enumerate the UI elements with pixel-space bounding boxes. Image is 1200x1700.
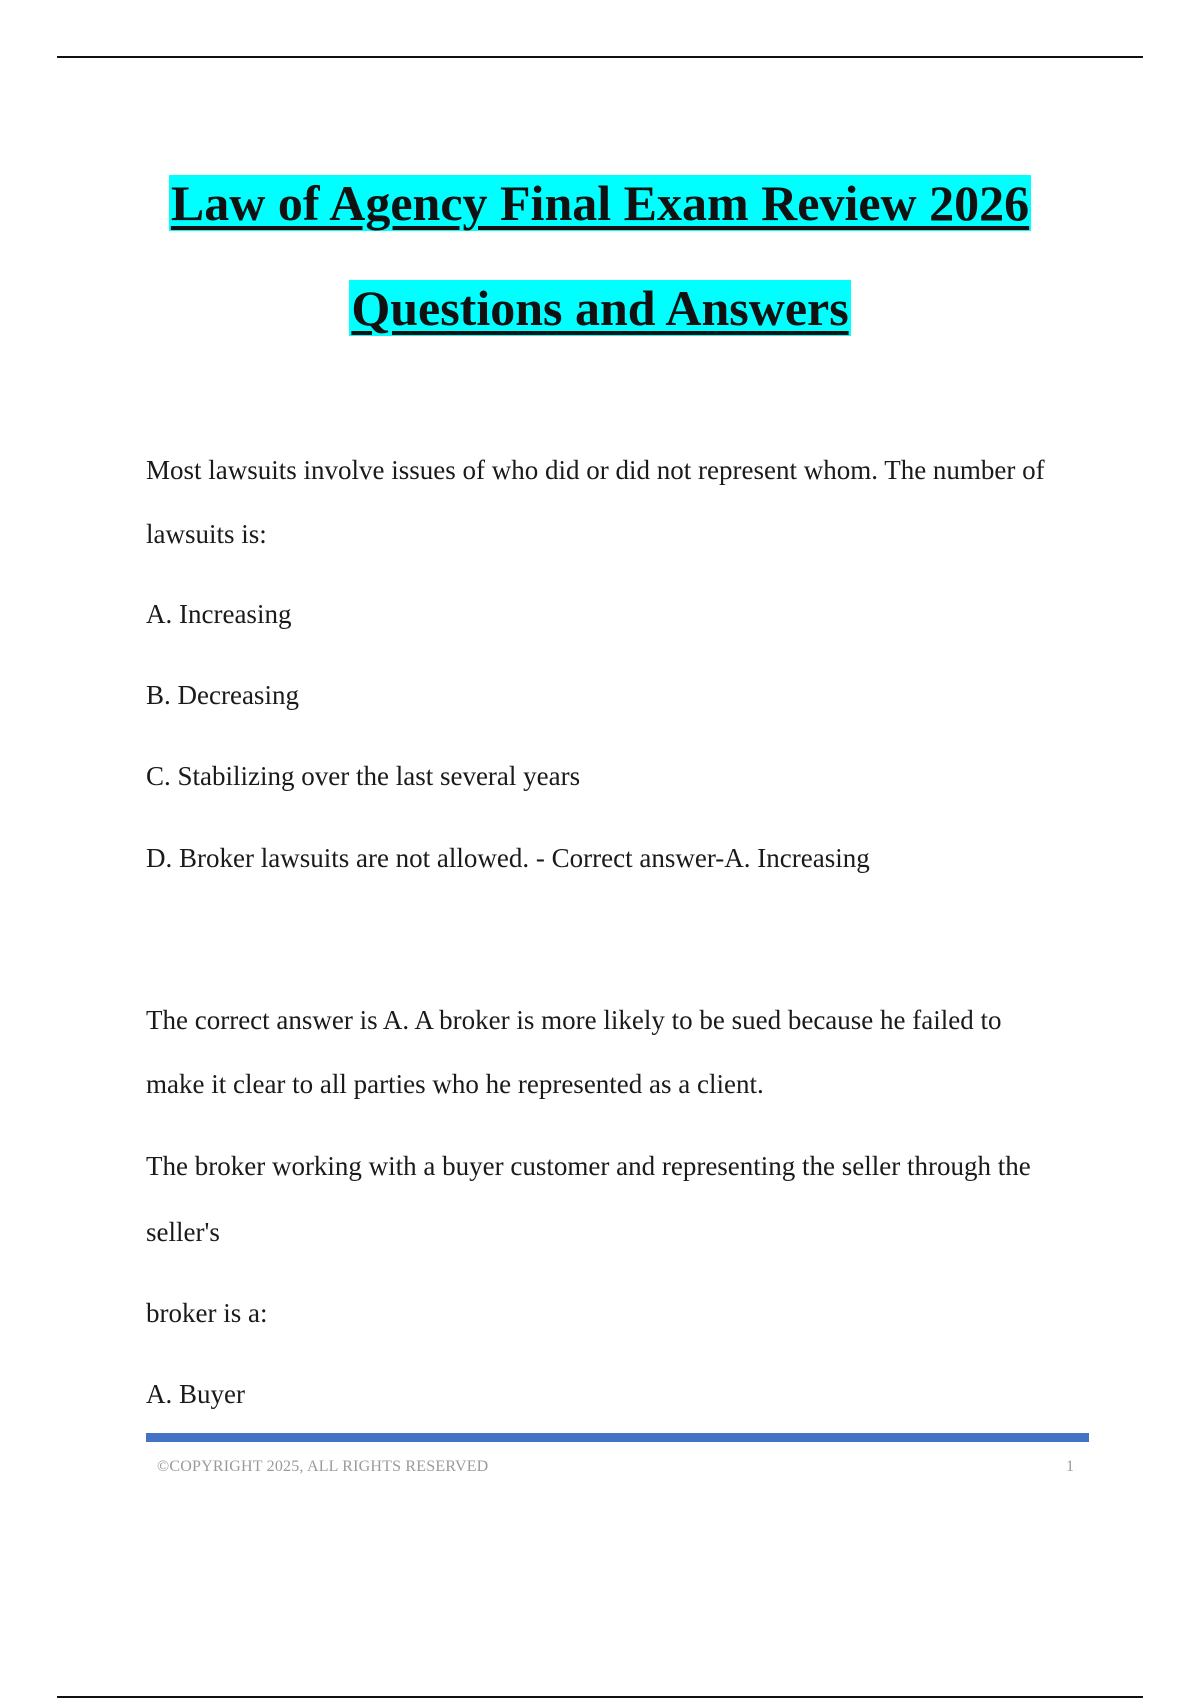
explanation-line-1: The correct answer is A. A broker is more likely to be sued because he failed to — [146, 1005, 1002, 1035]
footer-divider-bar — [146, 1433, 1089, 1442]
question-1-option-a: A. Increasing — [146, 599, 292, 629]
footer-page-number: 1 — [1066, 1458, 1074, 1475]
document-title — [0, 172, 1200, 382]
title-text-1: Law of Agency Final Exam Review 2026 — [170, 175, 1030, 231]
title-line-2 — [0, 277, 1200, 352]
footer-copyright: ©COPYRIGHT 2025, ALL RIGHTS RESERVED — [157, 1458, 489, 1475]
title-line-1 — [0, 172, 1200, 247]
question-1-text-line-1: Most lawsuits involve issues of who did or did not represent whom. The number of — [146, 455, 1045, 485]
question-2-option-a: A. Buyer — [146, 1379, 245, 1409]
question-2-text-line-2: seller's — [146, 1217, 220, 1247]
top-rule — [57, 56, 1143, 58]
question-1-option-c: C. Stabilizing over the last several years — [146, 761, 581, 791]
question-1-option-b: B. Decreasing — [146, 680, 299, 710]
question-1-text-line-2: lawsuits is: — [146, 519, 267, 549]
question-2-text-line-3: broker is a: — [146, 1298, 268, 1328]
question-1-option-d-answer: D. Broker lawsuits are not allowed. - Correct answer-A. Increasing — [146, 843, 870, 873]
explanation-line-2: make it clear to all parties who he represented as a client. — [146, 1069, 764, 1099]
title-text-2: Questions and Answers — [351, 280, 849, 336]
bottom-rule — [57, 1696, 1143, 1698]
question-2-text-line-1: The broker working with a buyer customer and representing the seller through the — [146, 1151, 1031, 1181]
